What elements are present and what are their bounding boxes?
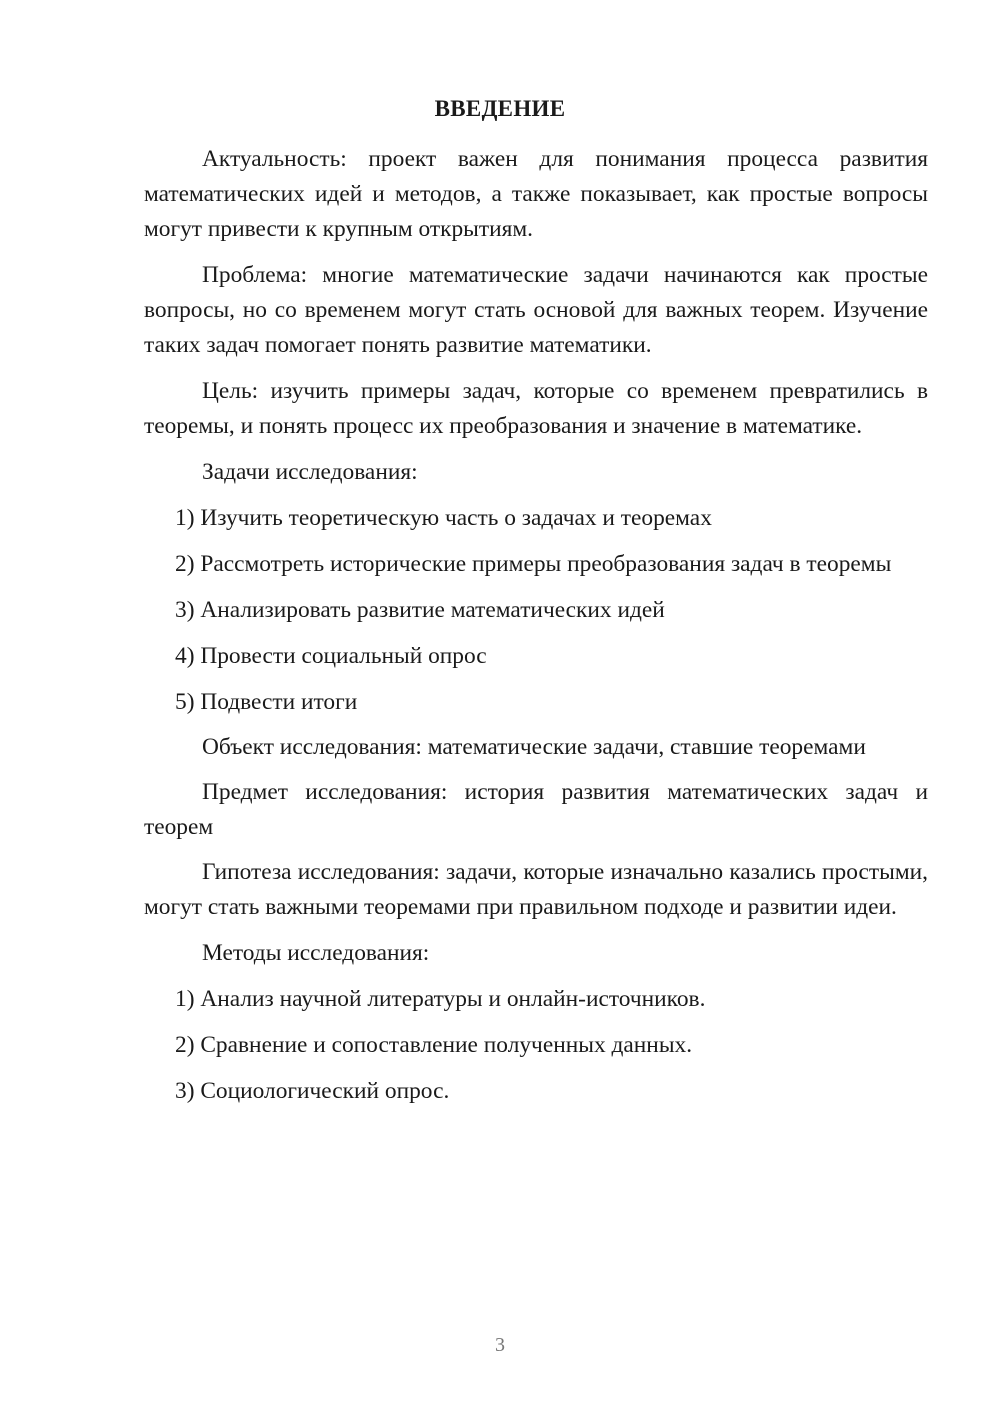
hypothesis-paragraph: Гипотеза исследования: задачи, которые изначально казались простыми, могут стать важными теоремами при правильном подходе и развитии идеи.	[144, 859, 928, 920]
relevance-paragraph: Актуальность: проект важен для понимания процесса развития математических идей и методов, а также показывает, как простые вопросы могут привести к крупным открытиям.	[144, 146, 928, 242]
task-item: 4) Провести социальный опрос	[175, 643, 487, 669]
page-number: 3	[495, 1334, 505, 1356]
task-item: 3) Анализировать развитие математических идей	[175, 597, 665, 623]
task-item: 5) Подвести итоги	[175, 689, 358, 715]
method-item: 3) Социологический опрос.	[175, 1078, 450, 1104]
task-item: 2) Рассмотреть исторические примеры преобразования задач в теоремы	[175, 551, 892, 577]
methods-heading: Методы исследования:	[202, 940, 430, 966]
task-item: 1) Изучить теоретическую часть о задачах и теоремах	[175, 505, 712, 531]
document-body	[144, 142, 928, 1109]
method-item: 2) Сравнение и сопоставление полученных данных.	[175, 1032, 693, 1058]
goal-paragraph: Цель: изучить примеры задач, которые со временем превратились в теоремы, и понять процесс их преобразования и значение в математике.	[144, 378, 928, 439]
subject-paragraph: Предмет исследования: история развития математических задач и теорем	[144, 779, 928, 840]
page-title: ВВЕДЕНИЕ	[434, 96, 566, 121]
object-paragraph: Объект исследования: математические задачи, ставшие теоремами	[202, 734, 866, 760]
method-item: 1) Анализ научной литературы и онлайн-источников.	[175, 986, 706, 1012]
tasks-heading: Задачи исследования:	[202, 459, 418, 485]
problem-paragraph: Проблема: многие математические задачи начинаются как простые вопросы, но со временем могут стать основой для важных теорем. Изучение таких задач помогает понять развитие математики.	[144, 262, 928, 358]
